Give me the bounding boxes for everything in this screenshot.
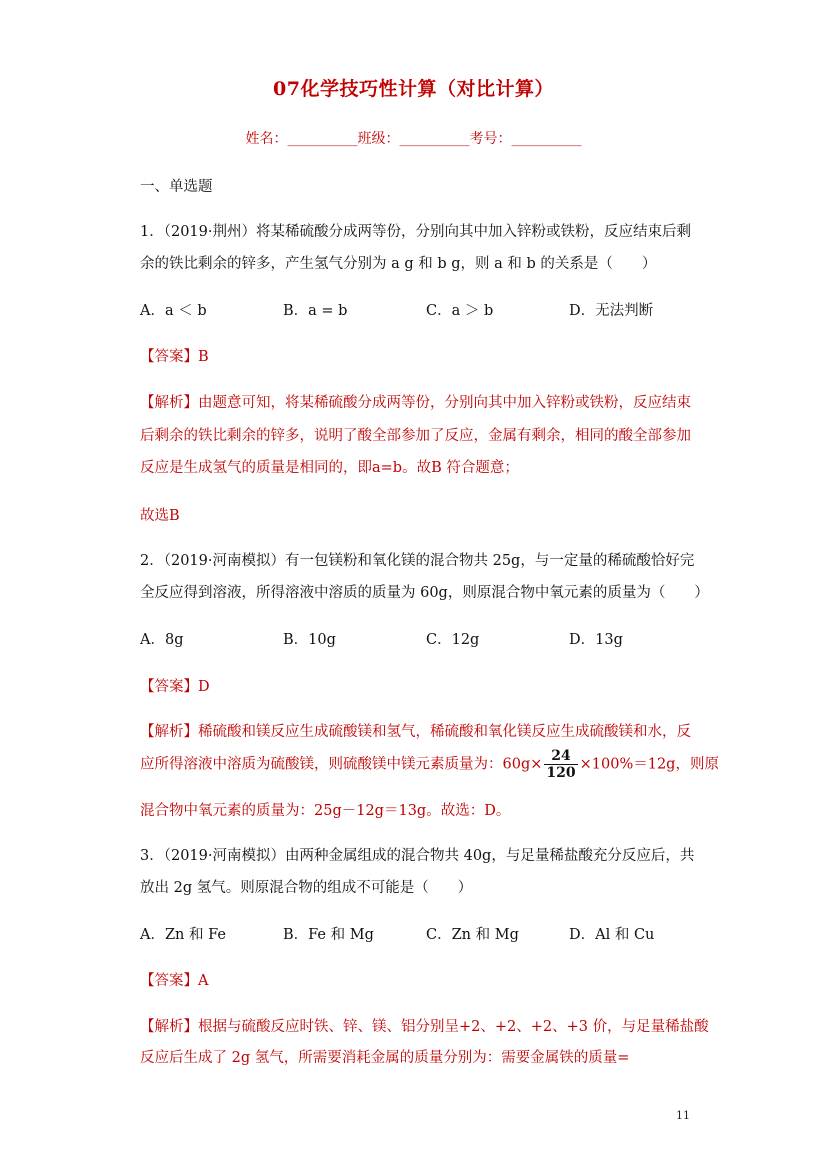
question-3-line-2: 放出 2g 氢气。则原混合物的组成不可能是（ ）	[140, 880, 473, 896]
student-info-line: 姓名：__________班级：__________考号：__________	[245, 131, 582, 147]
question-2-option-b: B．10g	[283, 632, 336, 648]
question-3-option-c: C．Zn 和 Mg	[426, 927, 519, 943]
question-2-option-d: D．13g	[569, 632, 623, 648]
question-3-answer: 【答案】A	[140, 973, 209, 989]
question-1-option-b: B．a = b	[283, 303, 348, 319]
question-2-line-1: 2．（2019·河南模拟）有一包镁粉和氧化镁的混合物共 25g，与一定量的稀硫酸恰好完	[140, 553, 695, 569]
fraction-denominator: 120	[546, 765, 576, 781]
question-1-explanation-line-3: 反应是生成氢气的质量是相同的，即a=b。故B 符合题意；	[140, 460, 519, 476]
question-3-option-a: A．Zn 和 Fe	[140, 927, 226, 943]
page-title: 07化学技巧性计算（对比计算）	[273, 78, 554, 100]
question-1-explanation-line-1: 【解析】由题意可知，将某稀硫酸分成两等份，分别向其中加入锌粉或铁粉，反应结束	[140, 395, 691, 411]
question-1-option-a: A．a ＜ b	[140, 303, 207, 319]
question-1-answer: 【答案】B	[140, 349, 209, 365]
question-1-line-1: 1．（2019·荆州）将某稀硫酸分成两等份，分别向其中加入锌粉或铁粉，反应结束后剩	[140, 224, 691, 240]
question-2-option-c: C．12g	[426, 632, 480, 648]
explanation-text-after-fraction: ×100%＝12g，则原	[579, 756, 719, 773]
question-2-explanation-line-2	[140, 748, 719, 781]
question-1-option-c: C．a ＞ b	[426, 303, 494, 319]
question-3-line-1: 3．（2019·河南模拟）由两种金属组成的混合物共 40g，与足量稀盐酸充分反应后，共	[140, 848, 695, 864]
question-1-line-2: 余的铁比剩余的锌多，产生氢气分别为 a g 和 b g，则 a 和 b 的关系是（ ）	[140, 256, 657, 272]
question-3-explanation-line-2: 反应后生成了 2g 氢气，所需要消耗金属的质量分别为：需要金属铁的质量=	[140, 1050, 630, 1066]
section-heading: 一、单选题	[140, 179, 213, 195]
question-3-explanation-line-1: 【解析】根据与硫酸反应时铁、锌、镁、铝分别呈+2、+2、+2、+3 价，与足量稀盐酸	[140, 1019, 709, 1035]
question-1-explanation-line-2: 后剩余的铁比剩余的锌多，说明了酸全部参加了反应，金属有剩余，相同的酸全部参加	[140, 428, 691, 444]
question-2-option-a: A．8g	[140, 632, 184, 648]
question-3-option-d: D．Al 和 Cu	[569, 927, 655, 943]
question-1-option-d: D．无法判断	[569, 303, 654, 319]
question-2-explanation-line-1: 【解析】稀硫酸和镁反应生成硫酸镁和氢气，稀硫酸和氧化镁反应生成硫酸镁和水，反	[140, 724, 691, 740]
question-2-line-2: 全反应得到溶液，所得溶液中溶质的质量为 60g，则原混合物中氧元素的质量为（ ）	[140, 585, 709, 601]
fraction-numerator: 24	[544, 748, 577, 765]
question-1-final-choice: 故选B	[140, 508, 180, 524]
fraction-24-over-120	[544, 748, 577, 781]
question-2-explanation-line-3: 混合物中氧元素的质量为：25g－12g＝13g。故选：D。	[140, 803, 511, 819]
page-number: 11	[676, 1109, 690, 1122]
question-2-answer: 【答案】D	[140, 679, 210, 695]
explanation-text-before-fraction: 应所得溶液中溶质为硫酸镁，则硫酸镁中镁元素质量为：60g×	[140, 756, 543, 773]
question-3-option-b: B．Fe 和 Mg	[283, 927, 374, 943]
